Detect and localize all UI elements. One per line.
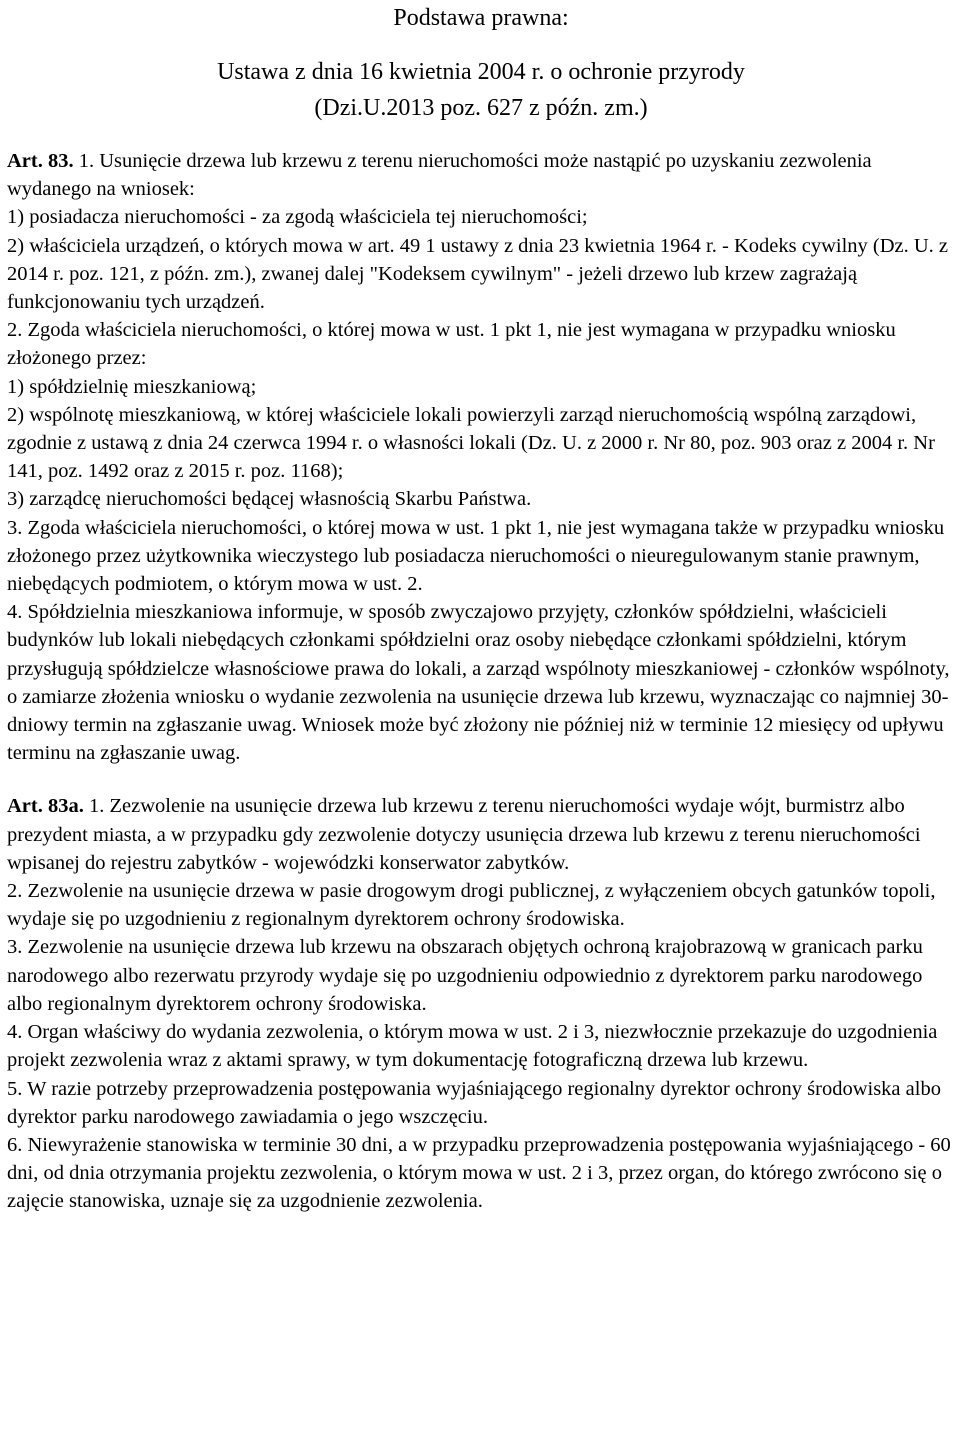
paragraph	[7, 792, 955, 877]
paragraph-text: 1. Zezwolenie na usunięcie drzewa lub krzewu z terenu nieruchomości wydaje wójt, burmistrz albo prezydent miasta, a w przypadku gdy zezwolenie dotyczy usunięcia drzewa lub krzewu z terenu nieruchomości wpisanej do rejestru zabytków - wojewódzki konserwator zabytków.	[7, 795, 921, 874]
paragraph: 5. W razie potrzeby przeprowadzenia postępowania wyjaśniającego regionalny dyrektor ochrony środowiska albo dyrektor parku narodowego zawiadamia o jego wszczęciu.	[7, 1077, 941, 1128]
act-citation-line: (Dzi.U.2013 poz. 627 z późn. zm.)	[314, 95, 648, 121]
paragraph: 2) właściciela urządzeń, o których mowa w art. 49 1 ustawy z dnia 23 kwietnia 1964 r. - Kodeks cywilny (Dz. U. z 2014 r. poz. 121, z późn. zm.), zwanej dalej "Kodeksem cywilnym" - jeżeli drzewo lub krzew zagrażają funkcjonowaniu tych urządzeń.	[7, 234, 949, 314]
document-page	[7, 0, 955, 1216]
paragraph-text: 1. Usunięcie drzewa lub krzewu z terenu nieruchomości może nastąpić po uzyskaniu zezwolenia wydanego na wniosek:	[7, 150, 872, 201]
paragraph: 3) zarządcę nieruchomości będącej własnością Skarbu Państwa.	[7, 488, 532, 511]
paragraph: 4. Spółdzielnia mieszkaniowa informuje, w sposób zwyczajowo przyjęty, członków spółdzielni, właścicieli budynków lub lokali niebędących członkami spółdzielni oraz osoby niebędące członkami spółdzielni, którym przysługują spółdzielcze własnościowe prawa do lokali, a zarząd wspólnoty mieszkaniowej - członków wspólnoty, o zamiarze złożenia wniosku o wydanie zezwolenia na usunięcie drzewa lub krzewu, wyznaczając co najmniej 30-dniowy termin na zgłaszanie uwag. Wniosek może być złożony nie później niż w terminie 12 miesięcy od upływu terminu na zgłaszanie uwag.	[7, 601, 950, 765]
paragraph: 3. Zezwolenie na usunięcie drzewa lub krzewu na obszarach objętych ochroną krajobrazową w granicach parku narodowego albo rezerwatu przyrody wydaje się po uzgodnieniu odpowiednio z dyrektorem parku narodowego albo regionalnym dyrektorem ochrony środowiska.	[7, 936, 923, 1015]
act-title-line: Ustawa z dnia 16 kwietnia 2004 r. o ochronie przyrody	[217, 59, 745, 85]
header-title: Podstawa prawna:	[393, 5, 569, 31]
paragraph: 2. Zezwolenie na usunięcie drzewa w pasie drogowym drogi publicznej, z wyłączeniem obcych gatunków topoli, wydaje się po uzgodnieniu z regionalnym dyrektorem ochrony środowiska.	[7, 880, 936, 931]
paragraph: 1) spółdzielnię mieszkaniową;	[7, 375, 257, 398]
paragraph	[7, 147, 955, 203]
article-heading: Art. 83.	[7, 150, 74, 172]
paragraph: 3. Zgoda właściciela nieruchomości, o której mowa w ust. 1 pkt 1, nie jest wymagana także w przypadku wniosku złożonego przez użytkownika wieczystego lub posiadacza nieruchomości o nieuregulowanym stanie prawnym, niebędących podmiotem, o którym mowa w ust. 2.	[7, 516, 945, 596]
paragraph: 6. Niewyrażenie stanowiska w terminie 30 dni, a w przypadku przeprowadzenia postępowania wyjaśniającego - 60 dni, od dnia otrzymania projektu zezwolenia, o którym mowa w ust. 2 i 3, przez organ, do którego zwrócono się o zajęcie stanowiska, uznaje się za uzgodnienie zezwolenia.	[7, 1133, 951, 1213]
article-heading: Art. 83a.	[7, 795, 84, 818]
paragraph: 1) posiadacza nieruchomości - za zgodą właściciela tej nieruchomości;	[7, 206, 588, 229]
article-83	[7, 147, 955, 767]
legal-basis-header	[7, 0, 955, 126]
paragraph: 2) wspólnotę mieszkaniową, w której właściciele lokali powierzyli zarząd nieruchomością wspólną zarządowi, zgodnie z ustawą z dnia 24 czerwca 1994 r. o własności lokali (Dz. U. z 2000 r. Nr 80, poz. 903 oraz z 2004 r. Nr 141, poz. 1492 oraz z 2015 r. poz. 1168);	[7, 403, 935, 483]
paragraph: 4. Organ właściwy do wydania zezwolenia, o którym mowa w ust. 2 i 3, niezwłocznie przekazuje do uzgodnienia projekt zezwolenia wraz z aktami sprawy, w tym dokumentację fotograficzną drzewa lub krzewu.	[7, 1021, 938, 1072]
article-83a	[7, 792, 955, 1215]
paragraph: 2. Zgoda właściciela nieruchomości, o której mowa w ust. 1 pkt 1, nie jest wymagana w przypadku wniosku złożonego przez:	[7, 319, 896, 370]
